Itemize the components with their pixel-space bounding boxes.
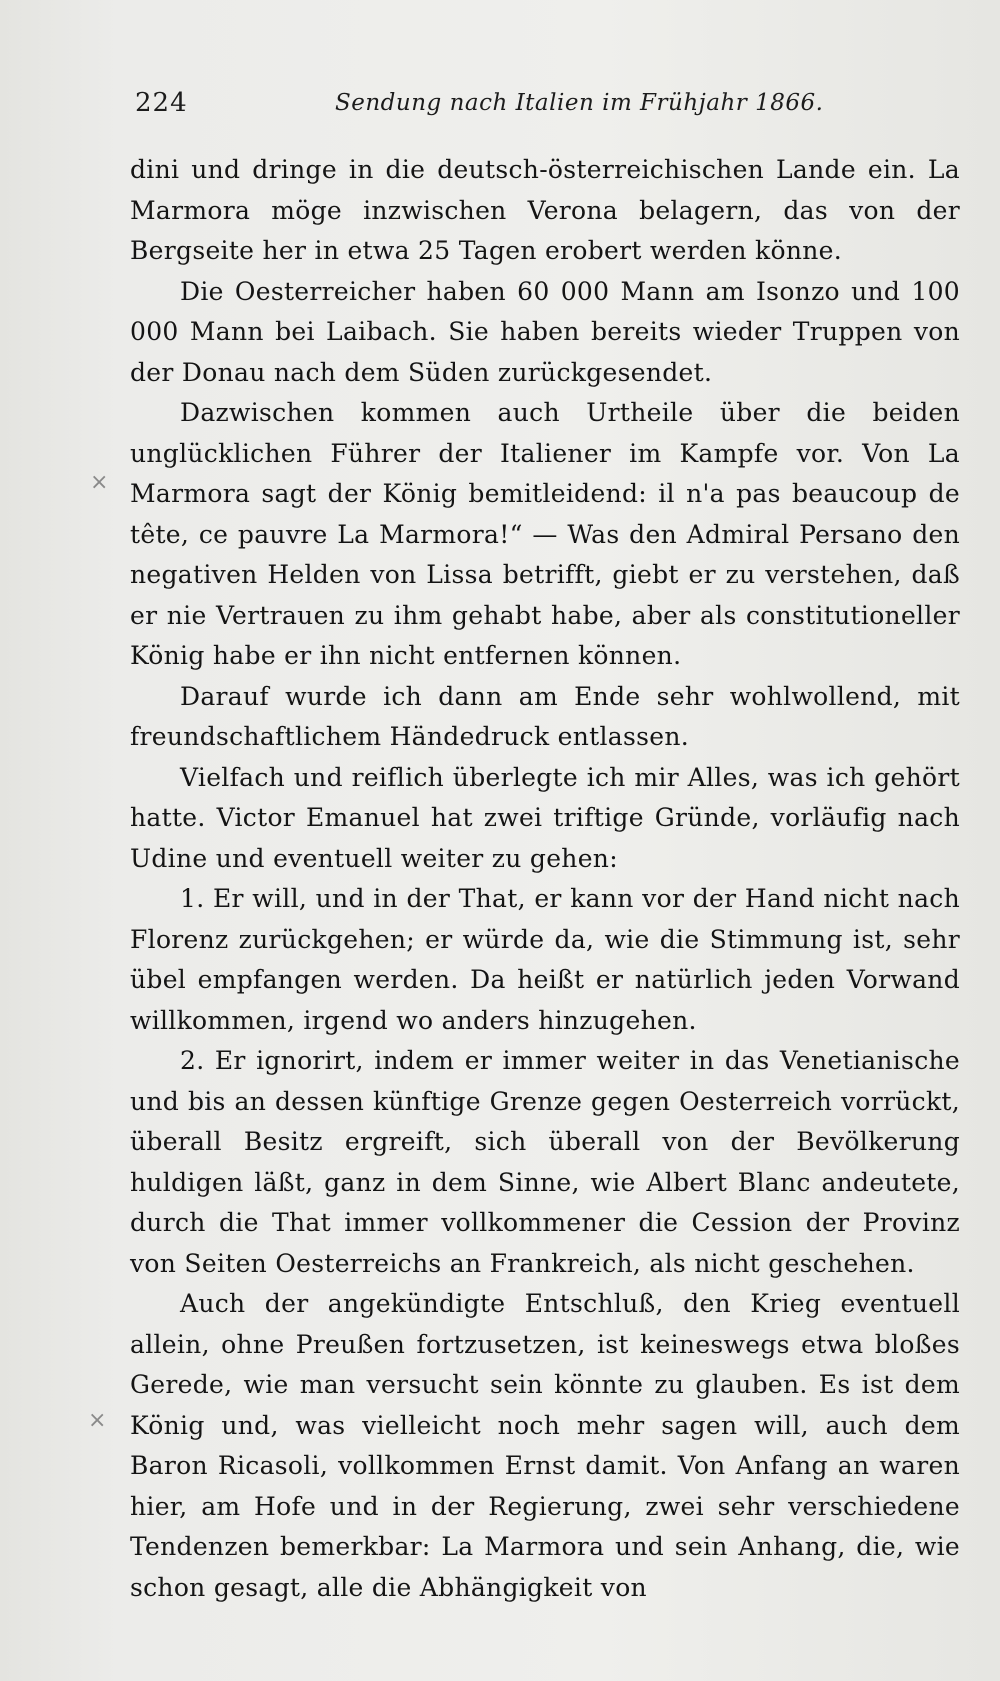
paragraph: Vielfach und reiflich überlegte ich mir Alles, was ich gehört hatte. Victor Emanuel hat zwei triftige Gründe, vorläufig nach Udine und eventuell weiter zu gehen: bbox=[130, 762, 960, 873]
paragraph: Dazwischen kommen auch Urtheile über die beiden unglücklichen Führer der Italiener im Kampfe vor. Von La Marmora sagt der König bemitleidend: il n'a pas beaucoup de tête, ce pauvre La Marmora!“ — Was den Admiral Persano den negativen Helden von Lissa betrifft, giebt er zu verstehen, daß er nie Vertrauen zu ihm gehabt habe, aber als constitutioneller König habe er ihn nicht entfernen können. bbox=[130, 398, 960, 670]
body-text bbox=[130, 150, 960, 1608]
margin-pencil-mark: × bbox=[90, 470, 109, 495]
running-head bbox=[135, 88, 835, 128]
margin-pencil-mark: × bbox=[88, 1408, 107, 1433]
numbered-paragraph: 1. Er will, und in der That, er kann vor der Hand nicht nach Florenz zurückgehen; er würde da, wie die Stimmung ist, sehr übel empfangen werden. Da heißt er natürlich jeden Vorwand willkommen, irgend wo anders hinzugehen. bbox=[130, 884, 960, 1035]
numbered-paragraph: 2. Er ignorirt, indem er immer weiter in das Venetianische und bis an dessen künftige Grenze gegen Oesterreich vorrückt, überall Besitz ergreift, sich überall von der Bevölkerung huldigen läßt, ganz in dem Sinne, wie Albert Blanc andeutete, durch die That immer vollkommener die Cession der Provinz von Seiten Oesterreichs an Frankreich, als nicht geschehen. bbox=[130, 1046, 960, 1278]
page-number: 224 bbox=[135, 88, 188, 118]
paragraph: Auch der angekündigte Entschluß, den Krieg eventuell allein, ohne Preußen fortzusetzen, ist keineswegs etwa bloßes Gerede, wie man versucht sein könnte zu glauben. Es ist dem König und, was vielleicht noch mehr sagen will, auch dem Baron Ricasoli, vollkommen Ernst damit. Von Anfang an waren hier, am Hofe und in der Regierung, zwei sehr verschiedene Tendenzen bemerkbar: La Marmora und sein Anhang, die, wie schon gesagt, alle die Abhängigkeit von bbox=[130, 1289, 960, 1602]
paragraph: Die Oesterreicher haben 60 000 Mann am Isonzo und 100 000 Mann bei Laibach. Sie haben bereits wieder Truppen von der Donau nach dem Süden zurückgesendet. bbox=[130, 276, 960, 387]
paragraph: Darauf wurde ich dann am Ende sehr wohlwollend, mit freundschaftlichem Händedruck entlassen. bbox=[130, 681, 960, 751]
running-title: Sendung nach Italien im Frühjahr 1866. bbox=[335, 90, 824, 116]
paragraph: dini und dringe in die deutsch-österreichischen Lande ein. La Marmora möge inzwischen Verona belagern, das von der Bergseite her in etwa 25 Tagen erobert werden könne. bbox=[130, 155, 960, 265]
